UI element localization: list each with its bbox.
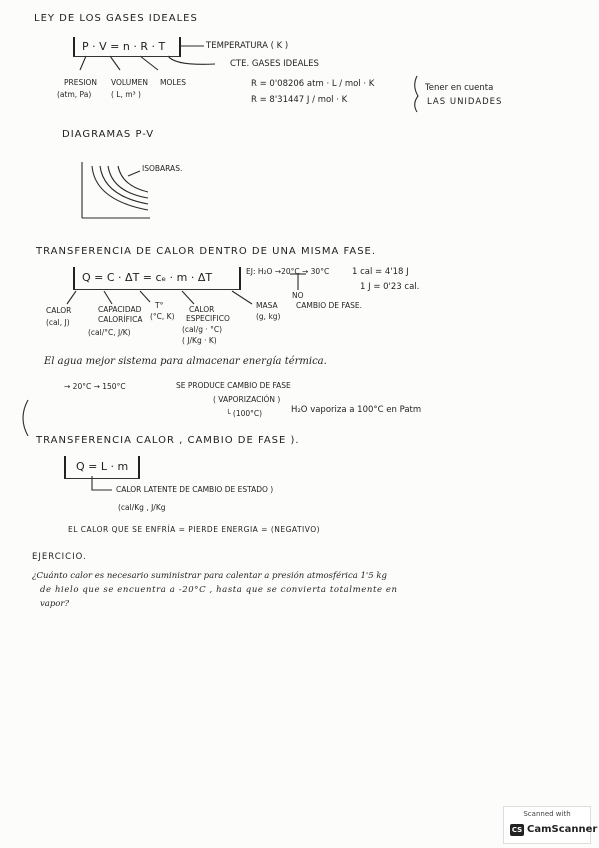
pv-curve-2 [100,166,148,204]
note-enfria: EL CALOR QUE SE ENFRÍA = PIERDE ENERGIA = (NEGATIVO) [68,525,321,534]
camscanner-logo-icon: CS [511,826,523,834]
label-produce-cambio: SE PRODUCE CAMBIO DE FASE [176,381,291,390]
label-masa-units: (g, kg) [256,312,281,321]
label-t: T° [155,301,164,310]
arrow-cte [168,56,215,64]
label-temps: → 20°C → 150°C [64,382,126,391]
label-capacidad-units: (cal/°C, J/K) [88,328,131,337]
equiv-joule-cal: 1 J = 0'23 cal. [360,282,420,292]
label-volumen-units: ( L, m³ ) [111,90,141,99]
arrow-calor [67,291,76,304]
note-tener-cuenta: Tener en cuenta [425,83,494,93]
r-value-atm: R = 0'08206 atm · L / mol · K [251,79,375,89]
label-esp-units-j: ( J/Kg · K) [182,336,217,345]
section-title-gases: LEY DE LOS GASES IDEALES [34,13,198,24]
arrow-presion [80,56,86,70]
label-t-units: (°C, K) [150,312,175,321]
label-no: NO [292,291,304,300]
label-calor-latente: CALOR LATENTE DE CAMBIO DE ESTADO ) [116,485,274,494]
label-latente-units: (cal/Kg , J/Kg [118,503,166,512]
label-volumen: VOLUMEN [111,78,149,87]
section-title-cambio-fase: TRANSFERENCIA CALOR , CAMBIO DE FASE ). [36,435,300,446]
formula-gases: P · V = n · R · T [82,40,166,53]
camscanner-stamp [503,806,598,844]
arrow-moles [140,56,158,70]
label-presion-units: (atm, Pa) [57,90,92,99]
label-capacidad: CAPACIDAD [98,305,142,314]
section-title-misma-fase: TRANSFERENCIA DE CALOR DENTRO DE UNA MISMA FASE. [36,246,377,257]
label-calorifica: CALORÍFICA [98,315,143,324]
label-moles: MOLES [160,78,187,87]
label-calor-units: (cal, J) [46,318,70,327]
label-no-cambio: CAMBIO DE FASE. [296,301,363,310]
r-value-joule: R = 8'31447 J / mol · K [251,95,348,105]
ejercicio-title: EJERCICIO. [32,552,87,562]
label-masa: MASA [256,301,278,310]
arrow-capacidad [104,291,112,304]
arrow-isobaras [128,171,140,176]
formula-calor: Q = C · ΔT = cₑ · m · ΔT [82,271,213,284]
stamp-brand: CamScanner [527,824,598,835]
brace-units [415,76,418,112]
note-agua: El agua mejor sistema para almacenar energía térmica. [44,356,327,367]
note-h2o-vaporiza: H₂O vaporiza a 100°C en Patm [291,405,422,415]
label-esp-units-cal: (cal/g · °C) [182,325,223,334]
ejercicio-line-3: vapor? [40,599,70,609]
note-unidades: LAS UNIDADES [427,97,503,107]
arrow-especifico [182,291,194,304]
ejercicio-line-1: ¿Cuánto calor es necesario suministrar para calentar a presión atmosférica 1'5 kg [32,571,387,581]
arrow-masa [232,291,252,304]
arrow-volumen [110,56,120,70]
stamp-scanned-with: Scanned with [523,810,571,818]
label-isobaras: ISOBARAS. [142,164,183,173]
arrow-t [140,291,150,302]
label-calor-esp: CALOR [189,305,215,314]
example-water: EJ: H₂O →20°C → 30°C [246,267,330,276]
label-calor: CALOR [46,306,72,315]
label-especifico: ESPECIFICO [186,314,230,323]
section-title-diagramas: DIAGRAMAS P-V [62,129,155,140]
label-cte-gases: CTE. GASES IDEALES [230,59,319,69]
label-vaporizacion: ( VAPORIZACIÓN ) [213,395,281,404]
label-temperatura: TEMPERATURA ( K ) [206,41,289,51]
label-presion: PRESION [64,78,97,87]
label-vap-temp: └ (100°C) [226,409,263,418]
equiv-cal-joule: 1 cal = 4'18 J [352,267,409,277]
ejercicio-line-2: de hielo que se encuentra a -20°C , hasta que se convierta totalmente en [40,585,398,595]
arrow-curve-left [23,400,28,436]
formula-latente: Q = L · m [76,460,129,473]
